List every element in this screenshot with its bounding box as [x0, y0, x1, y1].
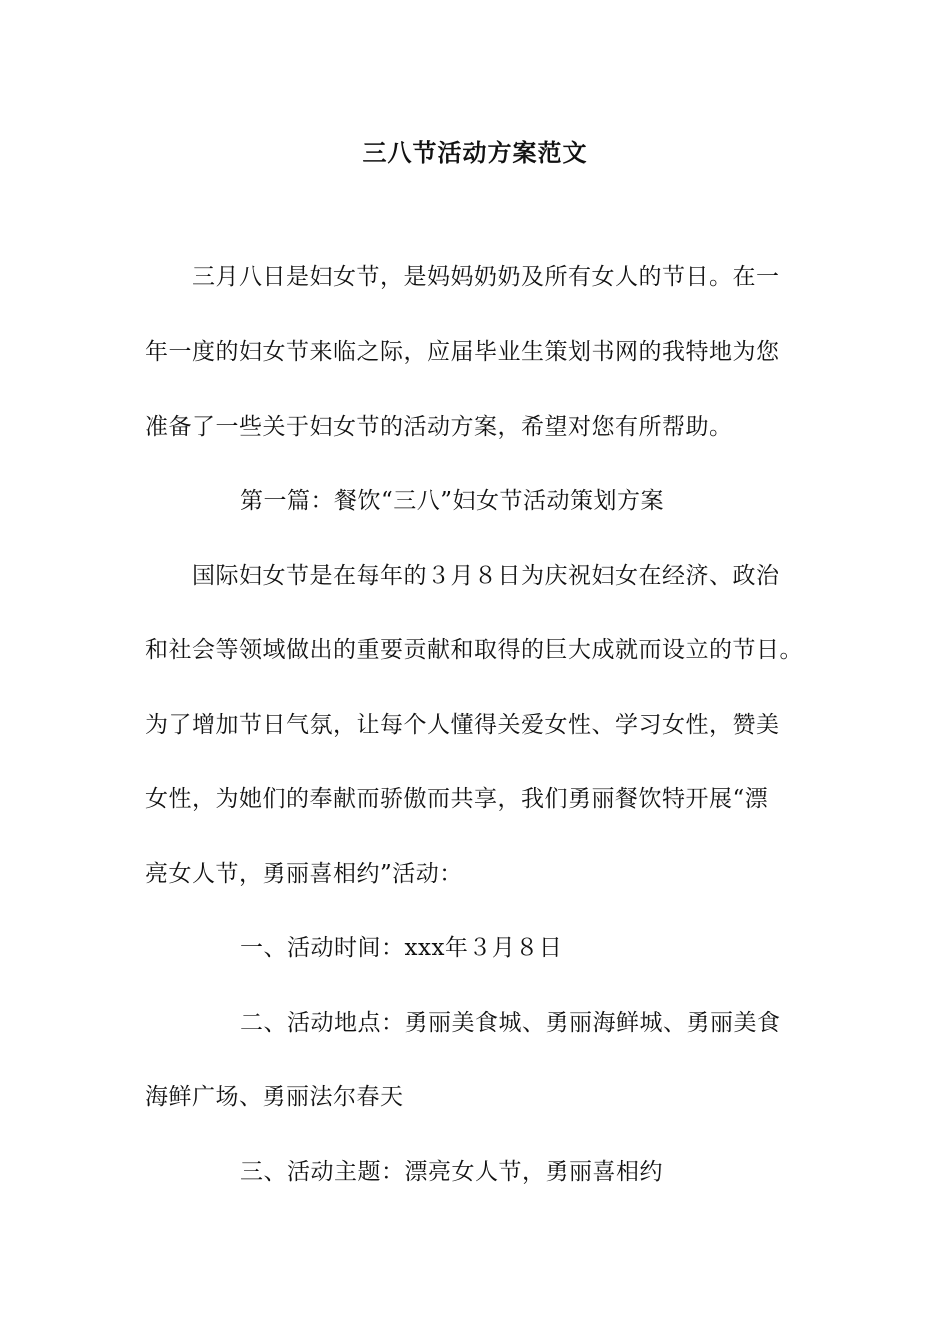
paragraph-line: 国际妇女节是在每年的３月８日为庆祝妇女在经济、政治	[192, 563, 780, 589]
paragraph-line: 和社会等领域做出的重要贡献和取得的巨大成就而设立的节日。	[145, 637, 803, 663]
paragraph-line: 年一度的妇女节来临之际，应届毕业生策划书网的我特地为您	[145, 339, 780, 365]
paragraph-line: 亮女人节，勇丽喜相约”活动：	[145, 861, 463, 887]
paragraph-line: 三月八日是妇女节，是妈妈奶奶及所有女人的节日。在一	[192, 264, 780, 290]
document-title: 三八节活动方案范文	[362, 138, 588, 167]
paragraph-line: 准备了一些关于妇女节的活动方案，希望对您有所帮助。	[145, 414, 733, 440]
list-item: 二、活动地点：勇丽美食城、勇丽海鲜城、勇丽美食	[240, 1010, 781, 1036]
list-item: 三、活动主题：漂亮女人节，勇丽喜相约	[240, 1159, 663, 1185]
list-item-continuation: 海鲜广场、勇丽法尔春天	[145, 1084, 404, 1110]
list-item: 一、活动时间：xxx年３月８日	[240, 935, 563, 961]
paragraph-line: 女性，为她们的奉献而骄傲而共享，我们勇丽餐饮特开展“漂	[145, 786, 769, 812]
paragraph-line: 为了增加节日气氛，让每个人懂得关爱女性、学习女性，赞美	[145, 712, 780, 738]
section-heading: 第一篇：餐饮“三八”妇女节活动策划方案	[240, 488, 665, 514]
